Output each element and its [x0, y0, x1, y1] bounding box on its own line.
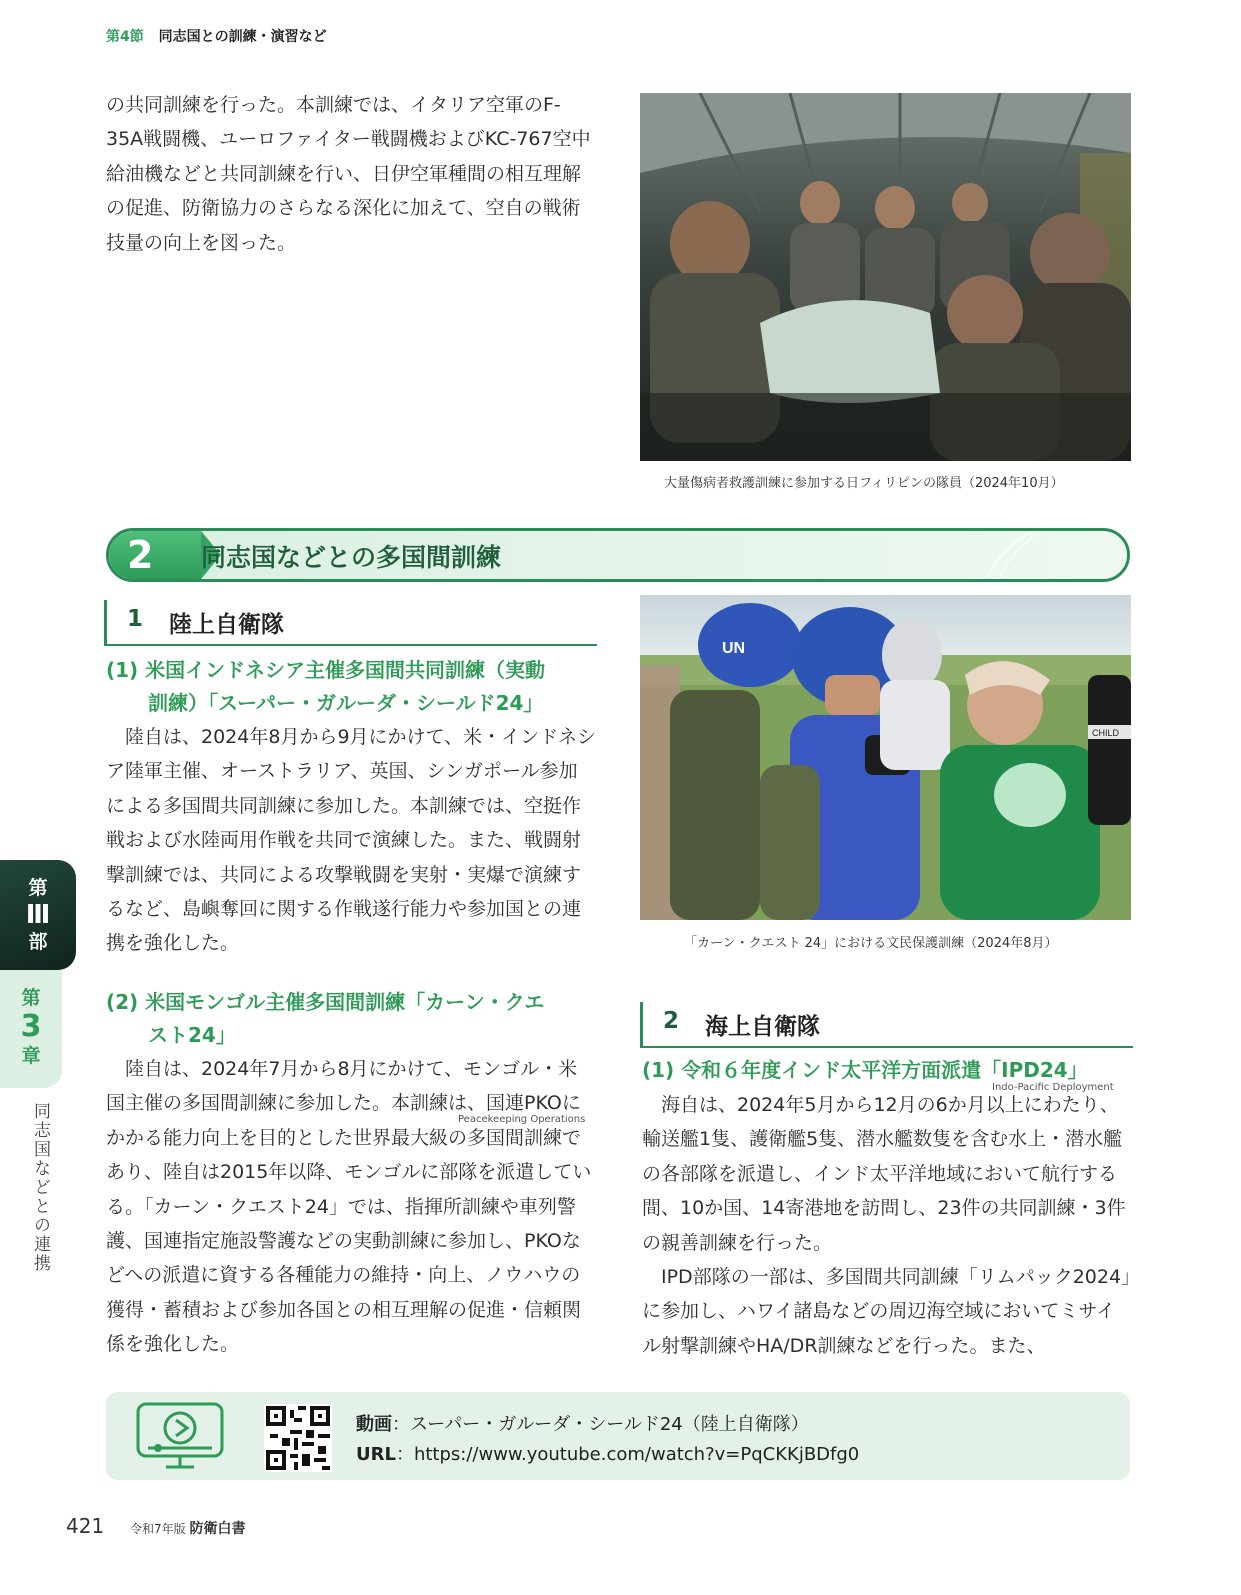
photo-casualty-training	[640, 93, 1131, 461]
msdf-item1-title: (1) 令和６年度インド太平洋方面派遣「IPD24」	[642, 1058, 1088, 1082]
photo-civilian-protection	[640, 595, 1131, 920]
heading-gsdf-title: 陸上自衛隊	[169, 612, 284, 638]
qr-code-icon[interactable]	[264, 1404, 332, 1472]
helmet-text: UN	[722, 640, 746, 657]
photo2-caption: 「カーン・クエスト 24」における文民保護訓練（2024年8月）	[684, 936, 1058, 951]
msdf-item1-body: 海自は、2024年5月から12月の6か月以上にわたり、輸送艦1隻、護衛艦5隻、潜水艦数隻を含む水上・潜水艦の各部隊を派遣し、インド太平洋地域において航行する間、10か国、14寄港地を訪問し、23件の共同訓練・3件の親善訓練を行った。 IPD部隊の一部は、多国間共同訓練「リムパック2024」に参加し、ハワイ諸島などの周辺海空域においてミサイル射撃訓練やHA/DR訓練などを行った。また、	[642, 1094, 1131, 1357]
qr-code-image	[266, 1406, 330, 1470]
chapter-vertical-title: 同志国などとの連携	[30, 1102, 50, 1273]
video-url-line[interactable]	[356, 1440, 859, 1466]
header-section: 第4節	[106, 29, 144, 45]
video-url-link[interactable]: ：https://www.youtube.com/watch?v=PqCKKjBDfg0	[395, 1444, 860, 1465]
heading-msdf-title: 海上自衛隊	[705, 1014, 820, 1040]
gsdf-item2-title: (2) 米国モンゴル主催多国間訓練「カーン・クエ スト24」	[106, 990, 545, 1047]
heading-gsdf	[104, 600, 597, 646]
url-label: URL	[356, 1444, 396, 1465]
page-number: 421	[66, 1514, 105, 1538]
photo1-caption: 大量傷病者救護訓練に参加する日フィリピンの隊員（2024年10月）	[664, 476, 1064, 491]
gsdf-item1-title: (1) 米国インドネシア主催多国間共同訓練（実動 訓練）「スーパー・ガルーダ・シールド24」	[106, 658, 545, 715]
video-play-icon[interactable]	[134, 1400, 226, 1472]
video-box	[106, 1392, 1130, 1480]
video-title-line	[356, 1410, 809, 1436]
heading-msdf	[640, 1002, 1133, 1048]
vest-text: CHILD	[1092, 728, 1120, 738]
section-banner	[106, 528, 1130, 582]
footer-book: 令和7年版 防衛白書	[130, 1521, 246, 1537]
section-title: 同志国などとの多国間訓練	[201, 543, 502, 572]
intro-paragraph: の共同訓練を行った。本訓練では、イタリア空軍のF-35A戦闘機、ユーロファイター戦闘機およびKC-767空中給油機などと共同訓練を行い、日伊空軍種間の相互理解の促進、防衛協力のさらなる深化に加えて、空自の戦術技量の向上を図った。	[106, 94, 591, 254]
gsdf-item1-body: 陸自は、2024年8月から9月にかけて、米・インドネシア陸軍主催、オーストラリア、英国、シンガポール参加による多国間共同訓練に参加した。本訓練では、空挺作戦および水陸両用作戦を共同で演練した。また、戦闘射撃訓練では、共同による攻撃戦闘を実射・実爆で演練するなど、島嶼奪回に関する作戦遂行能力や参加国との連携を強化した。	[106, 726, 596, 955]
heading-msdf-number: 2	[663, 1008, 680, 1034]
gsdf-item2-body: 陸自は、2024年7月から8月にかけて、モンゴル・米国主催の多国間訓練に参加した。本訓練は、国連PKOにかかる能力向上を目的とした世界最大級の多国間訓練であり、陸自は2015年以降、モンゴルに部隊を派遣している。「カーン・クエスト24」では、指揮所訓練や車列警護、国連指定施設警護などの実動訓練に参加し、PKOなどへの派遣に資する各種能力の維持・向上、ノウハウの獲得・蓄積および参加各国との相互理解の促進・信頼関係を強化した。	[106, 1058, 592, 1356]
photo-civilian-protection-image	[640, 595, 1131, 920]
banner-decoration	[807, 531, 1127, 579]
photo-casualty-training-image	[640, 93, 1131, 461]
running-header	[106, 26, 327, 46]
msdf-item1-ruby: Indo-Pacific Deployment	[992, 1082, 1114, 1093]
chapter-tab: 第 3 章	[0, 970, 62, 1088]
gsdf-item2-ruby: Peacekeeping Operations	[458, 1114, 586, 1125]
section-number: 2	[109, 531, 201, 579]
part-tab: 第 Ⅲ 部	[0, 860, 76, 970]
video-label: 動画	[356, 1414, 392, 1435]
header-title: 同志国との訓練・演習など	[158, 29, 327, 45]
heading-gsdf-number: 1	[127, 606, 144, 632]
video-title: ：スーパー・ガルーダ・シールド24（陸上自衛隊）	[392, 1414, 809, 1435]
